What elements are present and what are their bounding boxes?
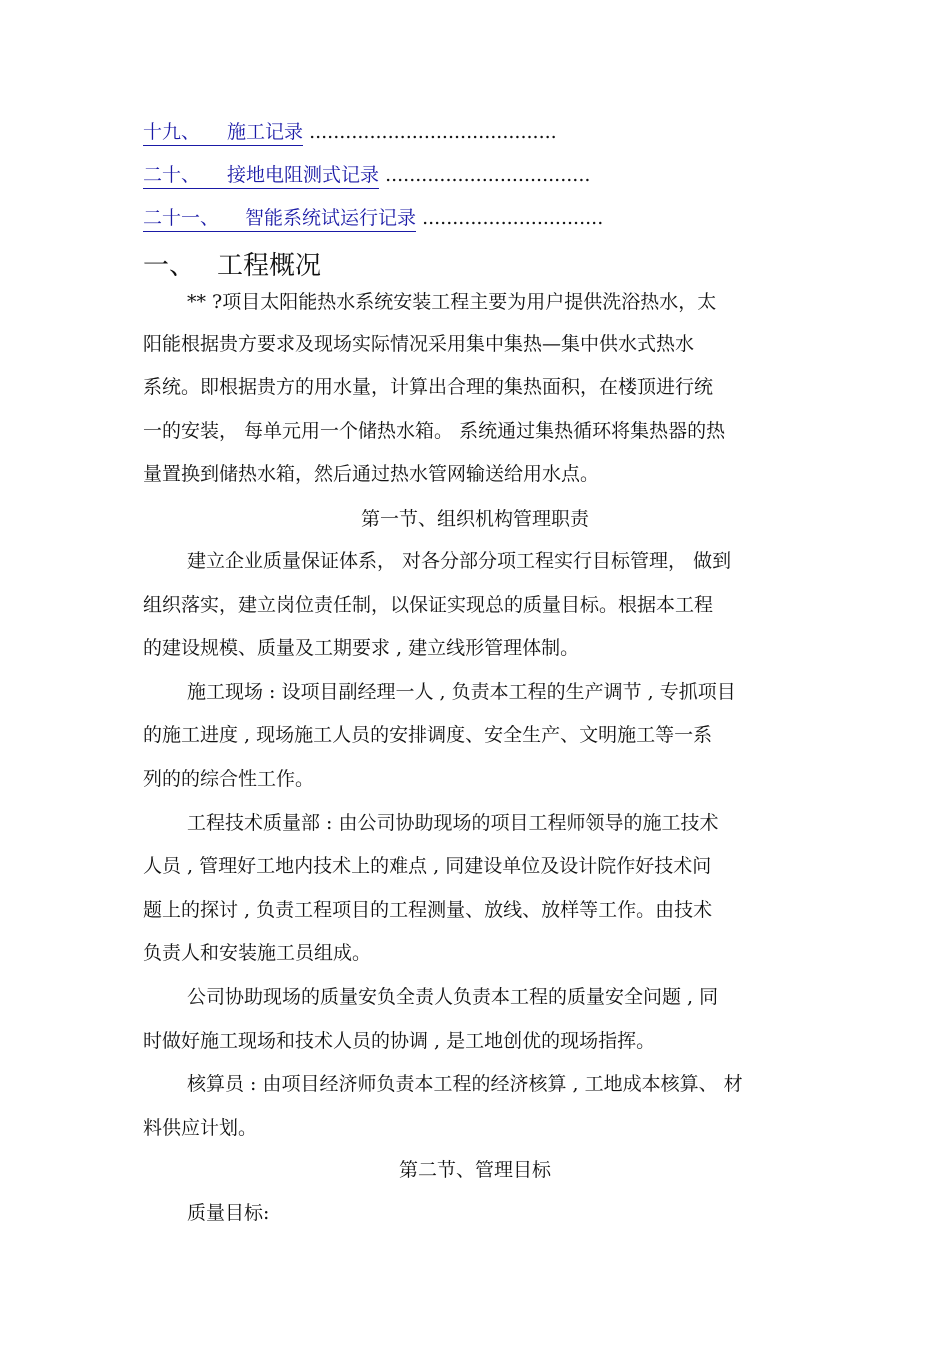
intro-line: ** ?项目太阳能热水系统安装工程主要为用户提供洗浴热水，太 <box>187 291 717 313</box>
chapter-title: 工程概况 <box>217 251 322 281</box>
toc-leader-dots: .............................. <box>422 207 604 229</box>
paragraph-line: 列的的综合性工作。 <box>143 768 315 790</box>
chapter-number: 一、 <box>143 251 196 281</box>
chapter-heading <box>143 248 321 284</box>
intro-line: 一的安装， 每单元用一个储热水箱。 系统通过集热循环将集热器的热 <box>143 420 726 442</box>
intro-line: 量置换到储热水箱，然后通过热水管网输送给用水点。 <box>143 463 600 485</box>
paragraph-line: 的施工进度 , 现场施工人员的安排调度、安全生产、文明施工等一系 <box>143 724 713 746</box>
toc-number: 二十一、 <box>143 207 220 229</box>
paragraph-line: 负责人和安装施工员组成。 <box>143 942 372 964</box>
paragraph-line: 质量目标: <box>187 1202 270 1224</box>
paragraph-line: 料供应计划。 <box>143 1117 258 1139</box>
toc-number: 十九、 <box>143 121 201 143</box>
toc-leader-dots: ......................................... <box>309 121 557 143</box>
toc-item-19[interactable] <box>143 120 557 144</box>
toc-title: 智能系统试运行记录 <box>245 207 417 229</box>
section-title: 第一节、组织机构管理职责 <box>360 508 589 530</box>
intro-line: 系统。即根据贵方的用水量，计算出合理的集热面积，在楼顶进行统 <box>143 376 714 398</box>
intro-line: 阳能根据贵方要求及现场实际情况采用集中集热—集中供水式热水 <box>143 333 695 355</box>
paragraph-line: 组织落实，建立岗位责任制，以保证实现总的质量目标。根据本工程 <box>143 594 714 616</box>
toc-number: 二十、 <box>143 164 201 186</box>
paragraph-line: 人员 , 管理好工地内技术上的难点 , 同建设单位及设计院作好技术问 <box>143 855 712 877</box>
toc-item-20[interactable] <box>143 163 590 187</box>
paragraph-line: 工程技术质量部 : 由公司协助现场的项目工程师领导的施工技术 <box>187 812 719 834</box>
paragraph-line: 的建设规模、质量及工期要求 , 建立线形管理体制。 <box>143 637 580 659</box>
paragraph-line: 公司协助现场的质量安负全责人负责本工程的质量安全问题 , 同 <box>187 986 719 1008</box>
paragraph-line: 时做好施工现场和技术人员的协调 , 是工地创优的现场指挥。 <box>143 1030 656 1052</box>
section-title: 第二节、管理目标 <box>398 1159 551 1181</box>
paragraph-line: 题上的探讨 , 负责工程项目的工程测量、放线、放样等工作。由技术 <box>143 899 713 921</box>
toc-link[interactable] <box>143 164 379 189</box>
paragraph-line: 建立企业质量保证体系， 对各分部分项工程实行目标管理， 做到 <box>187 550 732 572</box>
toc-title: 施工记录 <box>227 121 304 143</box>
paragraph-line: 核算员 : 由项目经济师负责本工程的经济核算 , 工地成本核算、 材 <box>187 1073 743 1095</box>
toc-item-21[interactable] <box>143 206 603 230</box>
toc-leader-dots: .................................. <box>385 164 591 186</box>
paragraph-line: 施工现场 : 设项目副经理一人 , 负责本工程的生产调节 , 专抓项目 <box>187 681 736 703</box>
toc-link[interactable] <box>143 207 416 232</box>
toc-link[interactable] <box>143 121 303 146</box>
toc-title: 接地电阻测式记录 <box>227 164 380 186</box>
